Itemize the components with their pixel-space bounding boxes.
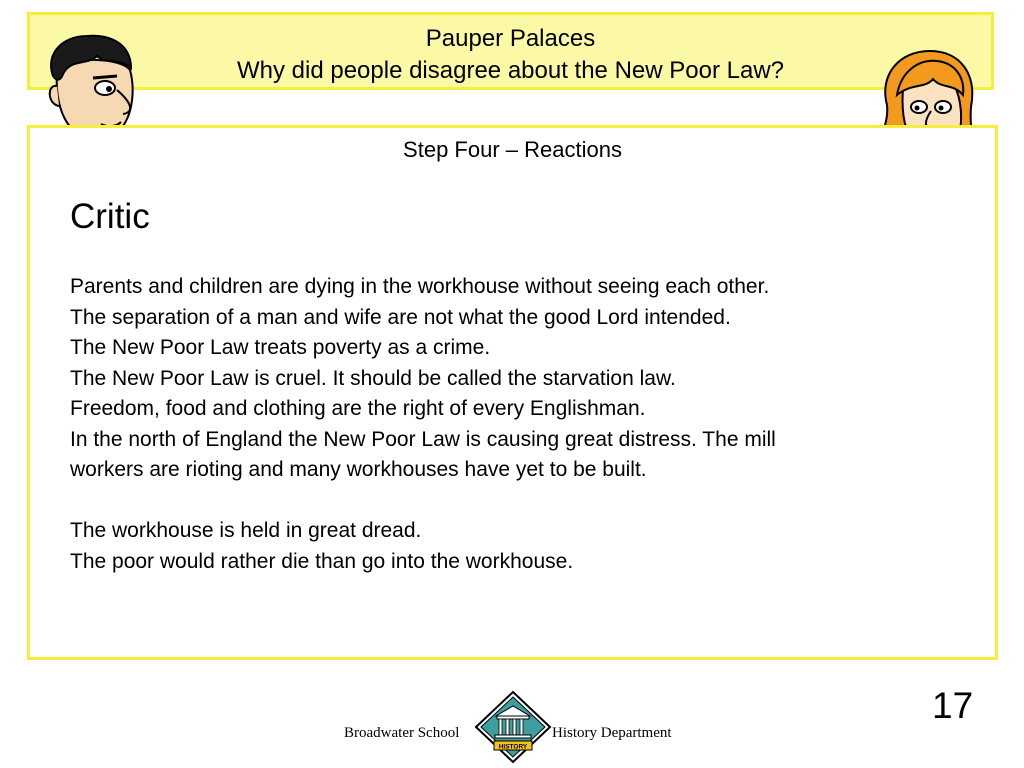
role-heading: Critic — [70, 197, 150, 236]
content-panel — [27, 125, 998, 660]
statement-line: The workhouse is held in great dread. — [70, 519, 422, 542]
history-logo-icon — [474, 690, 552, 764]
statement-line: Parents and children are dying in the workhouse without seeing each other. — [70, 275, 770, 298]
statement-line: The poor would rather die than go into the workhouse. — [70, 549, 574, 573]
statement-line: The New Poor Law is cruel. It should be called the starvation law. — [70, 366, 676, 390]
spacer — [70, 486, 970, 517]
slide-title: Pauper Palaces — [425, 25, 596, 52]
critic-statements — [70, 272, 970, 577]
statement-line: In the north of England the New Poor Law is causing great distress. The mill — [70, 427, 776, 451]
slide-subtitle: Why did people disagree about the New Poor Law? — [236, 57, 784, 84]
slide-number: 17 — [932, 685, 974, 726]
statement-line: workers are rioting and many workhouses have yet to be built. — [70, 458, 647, 481]
step-title: Step Four – Reactions — [403, 137, 622, 162]
statement-line: Freedom, food and clothing are the right of every Englishman. — [70, 397, 646, 420]
logo-label: HISTORY — [498, 743, 528, 751]
school-name: Broadwater School — [344, 725, 460, 741]
department-name: History Department — [552, 725, 672, 741]
statement-line: The separation of a man and wife are not what the good Lord intended. — [70, 305, 731, 329]
statement-line: The New Poor Law treats poverty as a crime. — [70, 336, 491, 359]
title-banner — [27, 12, 994, 90]
